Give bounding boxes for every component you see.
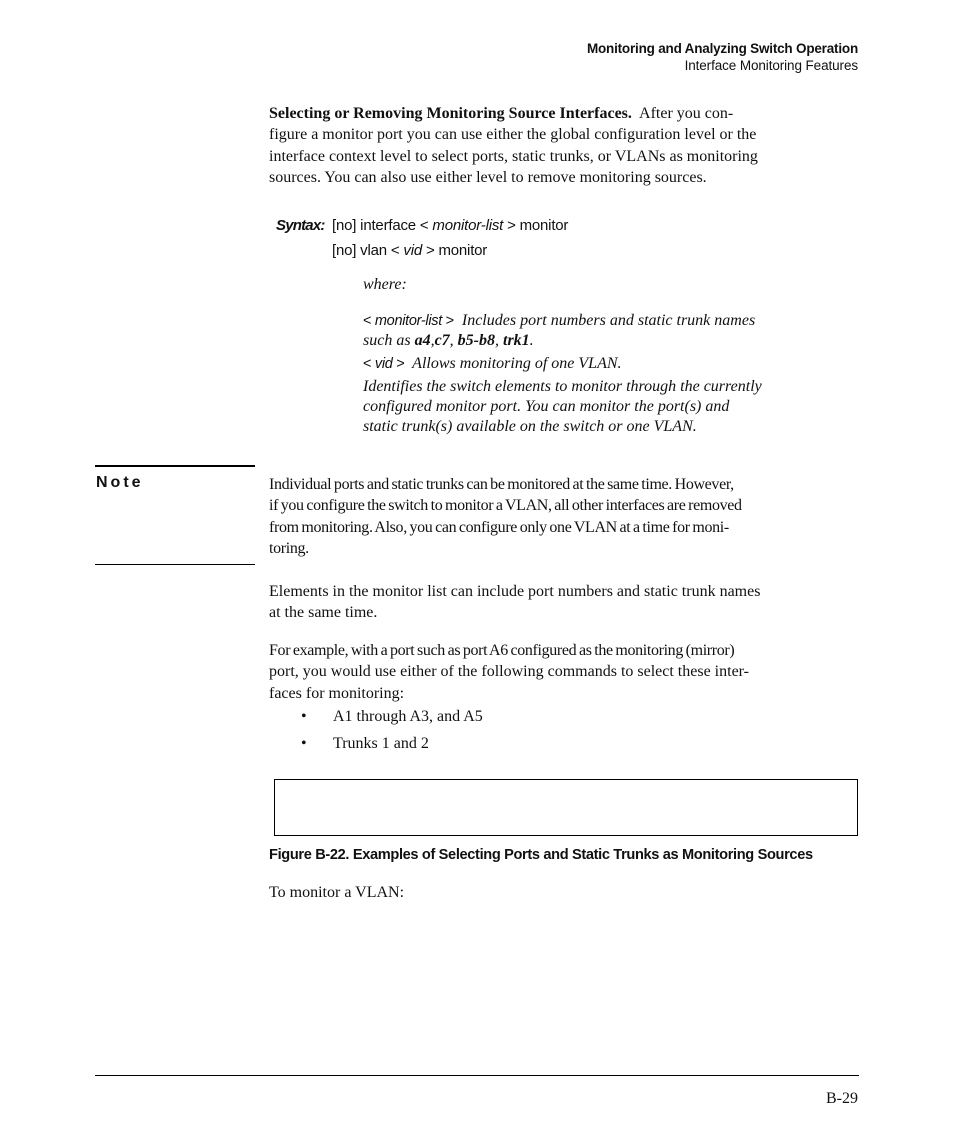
running-header-chapter: Monitoring and Analyzing Switch Operation bbox=[586, 41, 858, 56]
example-comma-2: , bbox=[449, 332, 458, 349]
monitor-list-such-as: such as bbox=[363, 332, 411, 349]
bullet-mark-2: • bbox=[301, 735, 307, 752]
running-header-section: Interface Monitoring Features bbox=[684, 58, 858, 73]
syntax-line1-pre: [no] interface < bbox=[332, 217, 433, 234]
syntax-line2-pre: [no] vlan < bbox=[332, 242, 404, 259]
identify-line-1: Identifies the switch elements to monitor through the currently bbox=[363, 378, 762, 395]
note-line-4: toring. bbox=[269, 539, 309, 557]
example-comma-1: , bbox=[430, 332, 435, 349]
note-bottom-rule bbox=[95, 564, 255, 565]
intro-line-3: interface context level to select ports, static trunks, or VLANs as monitoring bbox=[269, 147, 758, 165]
note-label: Note bbox=[96, 474, 144, 491]
intro-paragraph bbox=[269, 103, 859, 188]
vid-param-name: vid bbox=[374, 356, 393, 372]
monitor-list-description bbox=[363, 311, 859, 437]
example-paragraph bbox=[269, 640, 859, 704]
elements-paragraph bbox=[269, 581, 859, 624]
intro-line-4: sources. You can also use either level to remove monitoring sources. bbox=[269, 168, 707, 186]
note-line-3: from monitoring. Also, you can configure only one VLAN at a time for moni- bbox=[269, 518, 729, 536]
figure-caption: Figure B-22. Examples of Selecting Ports and Static Trunks as Monitoring Sources bbox=[269, 847, 813, 863]
intro-heading: Selecting or Removing Monitoring Source Interfaces. bbox=[269, 105, 632, 122]
example-trk1: trk1 bbox=[503, 332, 530, 349]
elements-line-2: at the same time. bbox=[269, 604, 378, 622]
vlan-intro: To monitor a VLAN: bbox=[269, 884, 405, 901]
monitor-list-param: < monitor-list > bbox=[363, 313, 454, 329]
monitor-list-line-1 bbox=[363, 311, 859, 331]
bullet-mark-1: • bbox=[301, 708, 307, 725]
example-a4: a4 bbox=[414, 332, 431, 349]
syntax-line2-param: vid bbox=[403, 242, 422, 259]
syntax-line1-param: monitor-list bbox=[432, 217, 504, 234]
page-number: B-29 bbox=[826, 1090, 858, 1107]
monitor-list-param-name: monitor-list bbox=[374, 313, 442, 329]
note-line-2: if you configure the switch to monitor a VLAN, all other interfaces are removed bbox=[269, 497, 742, 515]
identify-line-3: static trunk(s) available on the switch or one VLAN. bbox=[363, 418, 697, 435]
note-paragraph bbox=[269, 474, 859, 559]
syntax-where: where: bbox=[363, 276, 407, 293]
example-line-1: For example, with a port such as port A6 configured as the monitoring (mirror) bbox=[269, 642, 735, 659]
syntax-line2-post: > monitor bbox=[421, 242, 488, 259]
identify-line-2: configured monitor port. You can monitor the port(s) and bbox=[363, 398, 730, 415]
example-b5-b8: b5-b8 bbox=[457, 332, 495, 349]
example-comma-3: , bbox=[495, 332, 503, 349]
note-top-rule bbox=[95, 465, 255, 467]
syntax-line1-post: > monitor bbox=[503, 217, 569, 234]
example-period: . bbox=[529, 332, 534, 349]
syntax-line-vlan bbox=[332, 242, 487, 259]
vid-param: < vid > bbox=[363, 356, 405, 372]
vid-text: Allows monitoring of one VLAN. bbox=[412, 355, 622, 372]
footer-rule bbox=[95, 1075, 859, 1076]
intro-line-1-text: After you con- bbox=[639, 105, 734, 122]
syntax-label: Syntax: bbox=[276, 217, 325, 234]
bullet-item-2: Trunks 1 and 2 bbox=[333, 735, 429, 752]
monitor-list-line-2 bbox=[363, 331, 859, 351]
bullet-item-1: A1 through A3, and A5 bbox=[333, 708, 483, 725]
intro-line-1 bbox=[269, 103, 859, 124]
example-c7: c7 bbox=[434, 332, 450, 349]
vid-line bbox=[363, 354, 859, 374]
monitor-list-line-1-text: Includes port numbers and static trunk names bbox=[461, 312, 756, 329]
syntax-line-interface bbox=[332, 217, 568, 234]
example-line-3: faces for monitoring: bbox=[269, 684, 405, 702]
note-line-1: Individual ports and static trunks can be monitored at the same time. However, bbox=[269, 476, 734, 493]
elements-line-1: Elements in the monitor list can include port numbers and static trunk names bbox=[269, 583, 761, 600]
figure-frame bbox=[274, 779, 858, 836]
example-line-2: port, you would use either of the following commands to select these inter- bbox=[269, 663, 750, 681]
intro-line-2: figure a monitor port you can use either the global configuration level or the bbox=[269, 126, 757, 144]
